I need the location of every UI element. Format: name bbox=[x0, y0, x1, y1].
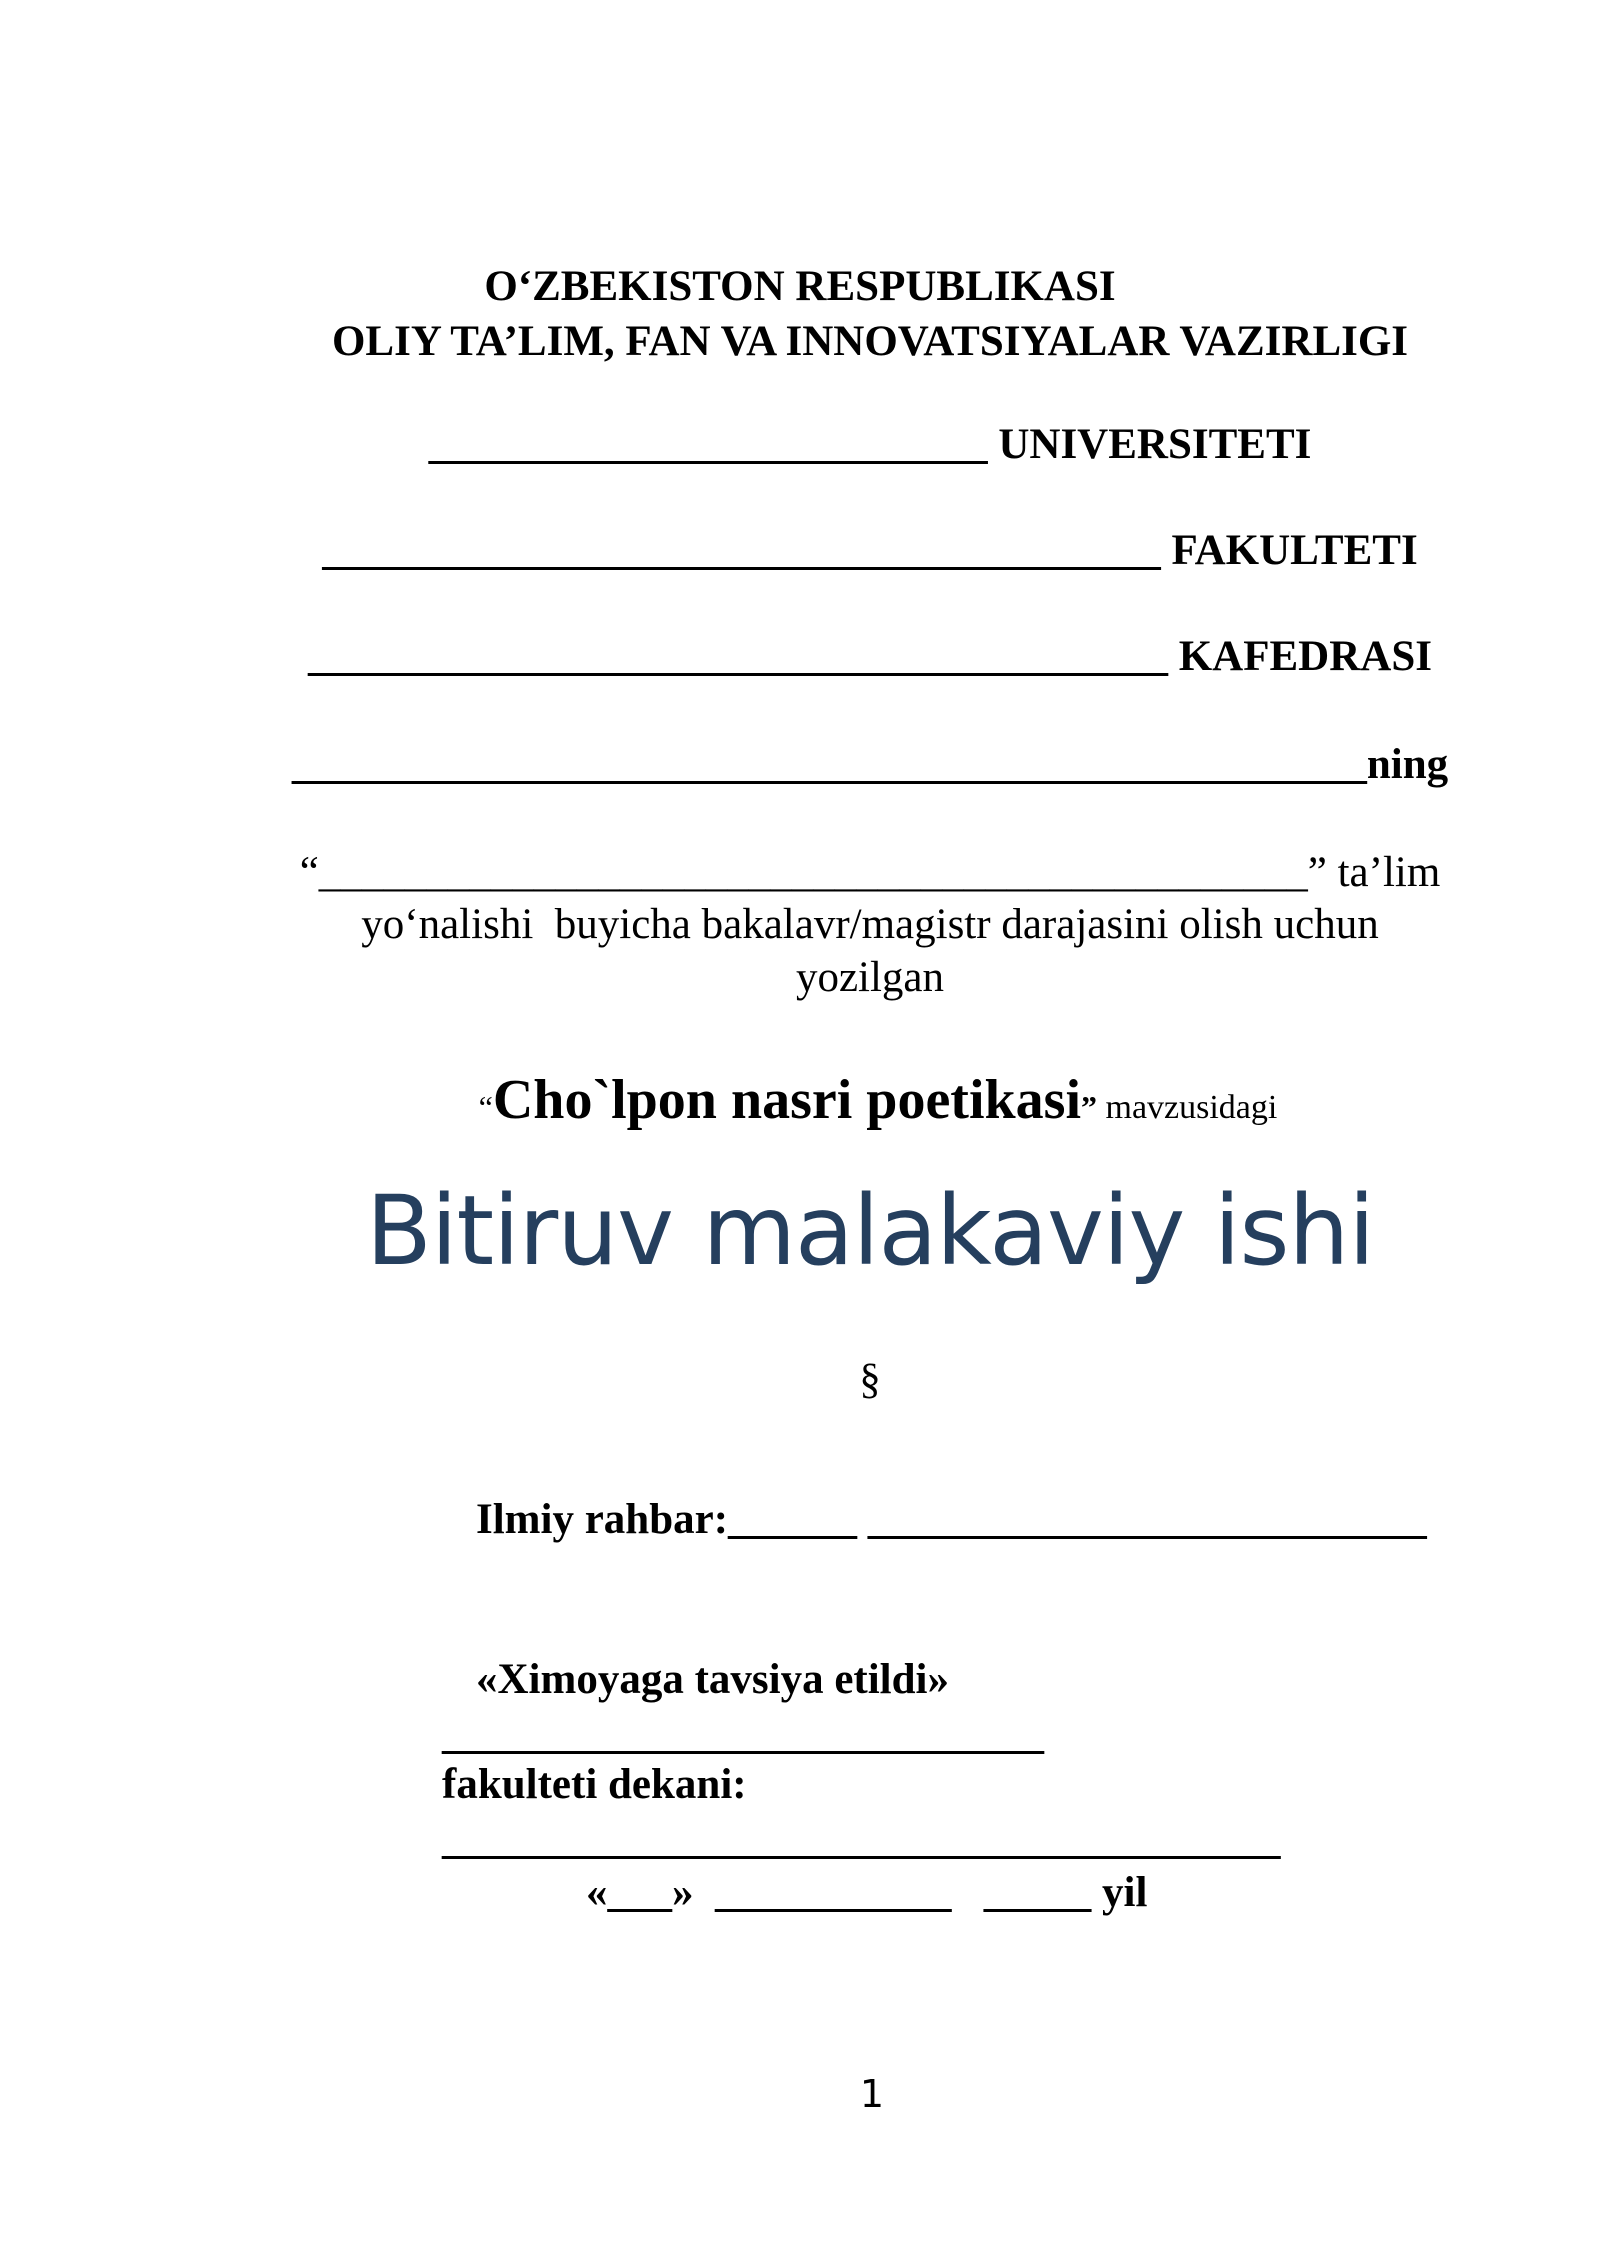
topic-line bbox=[70, 1050, 1600, 1150]
page-number: 1 bbox=[859, 2072, 885, 2116]
document-title: Bitiruv malakaviy ishi bbox=[365, 1175, 1375, 1287]
topic-close-quote: ” bbox=[1081, 1089, 1097, 1125]
topic-title: Cho`lpon nasri poetikasi bbox=[492, 1069, 1081, 1131]
ministry-name: OLIY TA’LIM, FAN VA INNOVATSIYALAR VAZIRLIGI bbox=[331, 318, 1409, 365]
university-field: __________________________ UNIVERSITETI bbox=[428, 421, 1312, 468]
department-field: ________________________________________ KAFEDRASI bbox=[307, 633, 1432, 680]
ministry-country: O‘ZBEKISTON RESPUBLIKASI bbox=[484, 263, 1116, 310]
topic-open-quote: “ bbox=[478, 1089, 493, 1125]
section-mark: § bbox=[859, 1356, 881, 1403]
recommend-heading: «Ximoyaga tavsiya etildi» bbox=[476, 1656, 949, 1703]
direction-line-2: yo‘nalishi buyicha bakalavr/magistr darajasini olish uchun bbox=[361, 901, 1379, 948]
dean-label: fakulteti dekani: bbox=[442, 1761, 747, 1808]
dean-signature-blank: _______________________________________ bbox=[442, 1816, 1281, 1863]
date-field: «___» ___________ _____ yil bbox=[586, 1869, 1148, 1916]
topic-suffix: mavzusidagi bbox=[1097, 1089, 1278, 1126]
supervisor-field: Ilmiy rahbar:______ __________________________ bbox=[476, 1496, 1427, 1543]
student-field: __________________________________________________ning bbox=[291, 741, 1449, 788]
faculty-blank: ____________________________ bbox=[442, 1711, 1044, 1758]
direction-line-1: “______________________________________________” ta’lim bbox=[299, 849, 1441, 896]
direction-line-3: yozilgan bbox=[795, 954, 945, 1001]
faculty-field: _______________________________________ FAKULTETI bbox=[322, 527, 1418, 574]
